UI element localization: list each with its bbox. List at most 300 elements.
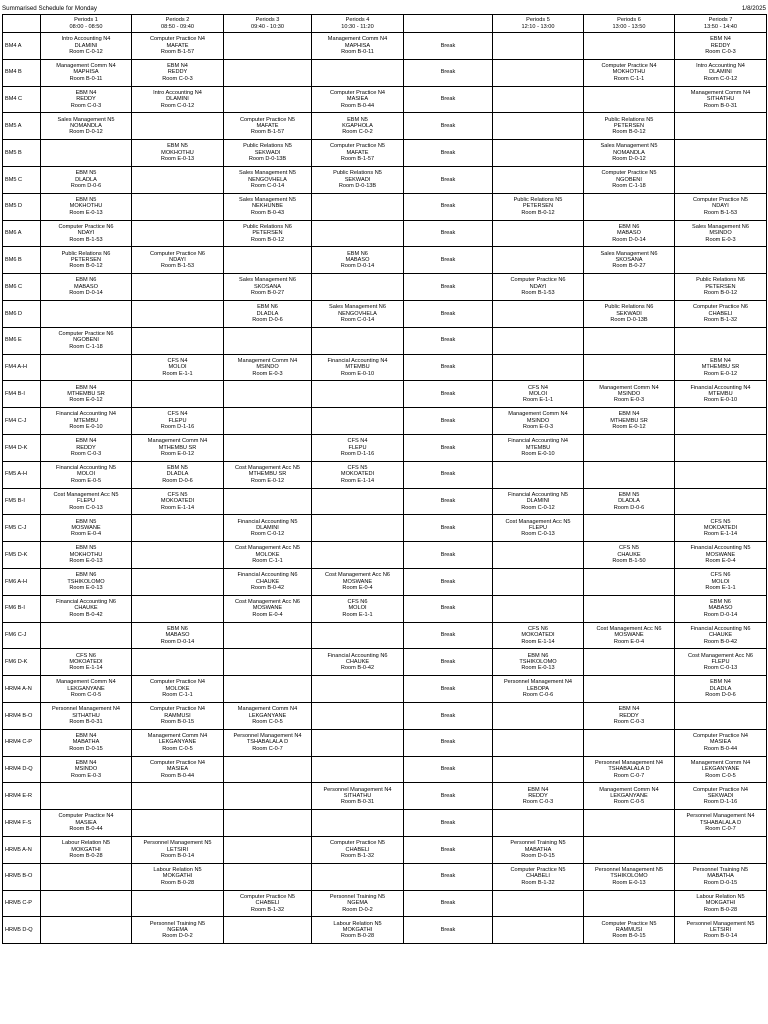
schedule-cell (493, 381, 584, 408)
class-label: FM6 A-H (3, 568, 41, 595)
cell-text: Room E-0-12 (250, 477, 285, 484)
class-label: BM5 C (3, 166, 41, 193)
cell-text: Personnel Training N5 (510, 840, 566, 847)
schedule-cell (224, 649, 312, 676)
cell-text: CFS N6 (347, 599, 368, 606)
schedule-cell (224, 247, 312, 274)
cell-text: MOSWANE (705, 551, 736, 558)
schedule-cell (312, 729, 404, 756)
cell-text: PETERSEN (70, 257, 102, 264)
cell-text: MTEMBU (73, 417, 99, 424)
cell-text: Room B-0-28 (703, 906, 738, 913)
cell-text: Break (440, 391, 456, 398)
table-row (3, 408, 767, 435)
schedule-cell (132, 59, 224, 86)
schedule-cell (493, 836, 584, 863)
cell-text: Room B-0-44 (703, 745, 738, 752)
class-label: HRM5 B-O (3, 863, 41, 890)
cell-text: LEKGANYANE (67, 685, 105, 692)
schedule-cell (132, 113, 224, 140)
table-row (3, 702, 767, 729)
cell-text: Room C-0-6 (522, 692, 554, 699)
table-row (3, 59, 767, 86)
schedule-cell (41, 542, 132, 569)
schedule-cell (41, 568, 132, 595)
break-cell (404, 488, 493, 515)
schedule-cell (493, 166, 584, 193)
cell-text: Room D-0-14 (612, 236, 646, 243)
table-row (3, 515, 767, 542)
cell-text: Room D-0-2 (342, 906, 373, 913)
schedule-cell (132, 917, 224, 944)
cell-text: Room E-0-12 (612, 424, 646, 431)
cell-text: Break (440, 819, 456, 826)
schedule-cell (224, 783, 312, 810)
cell-text: Public Relations N6 (243, 223, 292, 230)
cell-text: MTHEMBU SR (158, 444, 197, 451)
cell-text: Computer Practice N5 (329, 143, 386, 150)
schedule-cell (132, 193, 224, 220)
schedule-cell (675, 274, 767, 301)
schedule-cell (224, 381, 312, 408)
cell-text: Room B-0-15 (612, 933, 646, 940)
cell-text: Break (440, 712, 456, 719)
cell-text: Cost Management Acc N6 (688, 652, 753, 659)
table-row (3, 890, 767, 917)
schedule-cell (493, 729, 584, 756)
cell-text: CHABELI (255, 900, 280, 907)
cell-text: LEKGANYANE (701, 766, 740, 773)
cell-text: EBM N4 (618, 411, 640, 418)
cell-text: Computer Practice N6 (692, 304, 749, 311)
schedule-cell (584, 113, 675, 140)
cell-text: MSINDO (74, 766, 98, 773)
cell-text: Room C-0-12 (160, 102, 195, 109)
schedule-cell (41, 515, 132, 542)
schedule-cell (493, 783, 584, 810)
schedule-cell (493, 542, 584, 569)
schedule-cell (584, 702, 675, 729)
schedule-cell (584, 515, 675, 542)
schedule-cell (584, 408, 675, 435)
cell-text: Room D-1-16 (340, 451, 375, 458)
break-cell (404, 220, 493, 247)
class-label: BM6 C (3, 274, 41, 301)
cell-text: MTHEMBU SR (610, 417, 648, 424)
cell-text: NENGOVHELA (338, 310, 377, 317)
break-cell (404, 461, 493, 488)
cell-text: EBM N4 (75, 89, 97, 96)
cell-text: DLADLA (166, 471, 189, 478)
class-label: BM4 C (3, 86, 41, 113)
cell-text: Labour Relation N5 (153, 866, 202, 873)
schedule-cell (584, 327, 675, 354)
cell-text: NDAYI (712, 203, 729, 210)
schedule-cell (41, 488, 132, 515)
schedule-cell (312, 354, 404, 381)
schedule-cell (41, 676, 132, 703)
cell-text: Room E-0-13 (69, 209, 103, 216)
cell-text: Public Relations N6 (604, 304, 654, 311)
cell-text: Break (440, 605, 456, 612)
cell-text: Personnel Management N5 (686, 920, 755, 927)
cell-text: REDDY (528, 793, 548, 799)
cell-text: Room E-1-1 (342, 611, 373, 618)
schedule-cell (41, 408, 132, 435)
cell-text: Computer Practice N5 (329, 840, 386, 847)
cell-text: MOKOATEDI (703, 525, 738, 532)
cell-text: EBM N4 (710, 36, 731, 43)
schedule-cell (312, 461, 404, 488)
cell-text: Room B-1-32 (703, 317, 738, 324)
cell-text: Room C-1-1 (252, 558, 283, 565)
cell-text: DLADLA (618, 498, 640, 505)
schedule-cell (132, 595, 224, 622)
schedule-cell (675, 649, 767, 676)
cell-text: SEKWADI (344, 176, 371, 183)
cell-text: REDDY (710, 42, 731, 49)
table-row (3, 542, 767, 569)
cell-text: CFS N5 (167, 491, 188, 498)
schedule-cell (675, 863, 767, 890)
cell-text: EBM N6 (167, 625, 188, 632)
table-row (3, 140, 767, 167)
schedule-cell (41, 140, 132, 167)
cell-text: Management Comm N4 (690, 759, 751, 766)
period-name: Periods 5 (526, 17, 550, 24)
period-time: 08:00 - 08:50 (69, 23, 103, 30)
cell-text: Computer Practice N5 (510, 866, 566, 873)
schedule-cell (312, 863, 404, 890)
cell-text: RAMMUSI (615, 926, 643, 933)
schedule-cell (132, 166, 224, 193)
schedule-cell (675, 434, 767, 461)
break-cell (404, 729, 493, 756)
cell-text: MOLOI (76, 471, 96, 478)
cell-text: Room D-0-6 (252, 317, 283, 324)
cell-text: Break (440, 230, 456, 237)
cell-text: MOKHOTHU (612, 69, 646, 76)
cell-text: Room D-0-12 (69, 129, 103, 136)
cell-text: Management Comm N4 (147, 438, 208, 445)
cell-text: Room B-1-53 (521, 290, 555, 297)
cell-text: EBM N5 (75, 518, 97, 525)
cell-text: Computer Practice N4 (149, 759, 206, 766)
schedule-cell (312, 113, 404, 140)
schedule-cell (224, 33, 312, 60)
schedule-cell (132, 247, 224, 274)
cell-text: Room B-0-44 (69, 826, 103, 833)
cell-text: EBM N6 (75, 572, 97, 579)
break-cell (404, 247, 493, 274)
cell-text: Financial Accounting N4 (327, 357, 388, 364)
page-header (0, 0, 768, 14)
schedule-cell (675, 676, 767, 703)
cell-text: Sales Management N6 (239, 277, 296, 284)
schedule-cell (224, 595, 312, 622)
schedule-cell (132, 783, 224, 810)
schedule-cell (312, 890, 404, 917)
schedule-cell (312, 783, 404, 810)
cell-text: Room C-1-1 (613, 75, 645, 82)
cell-text: CHABELI (708, 310, 733, 317)
break-cell (404, 622, 493, 649)
schedule-cell (493, 193, 584, 220)
cell-text: Room C-0-7 (252, 745, 283, 752)
table-row (3, 756, 767, 783)
schedule-cell (224, 756, 312, 783)
cell-text: Computer Practice N6 (58, 331, 114, 338)
cell-text: CFS N4 (528, 384, 548, 391)
cell-text: MOLOI (168, 364, 187, 371)
period-time: 08:50 - 09:40 (161, 23, 194, 30)
class-label: BM5 A (3, 113, 41, 140)
break-cell (404, 327, 493, 354)
cell-text: Room D-0-15 (521, 853, 555, 859)
cell-text: Computer Practice N4 (149, 36, 206, 43)
break-cell (404, 381, 493, 408)
cell-text: MABASO (345, 257, 370, 264)
cell-text: SITHATHU (72, 712, 100, 719)
cell-text: Room B-0-44 (340, 102, 375, 109)
class-label: HRM4 B-O (3, 702, 41, 729)
cell-text: Personnel Management N4 (233, 733, 302, 739)
schedule-cell (584, 140, 675, 167)
schedule-cell (675, 408, 767, 435)
cell-text: Room E-0-13 (521, 665, 555, 672)
cell-text: Room D-0-2 (162, 933, 193, 940)
cell-text: Room C-0-5 (705, 772, 736, 779)
cell-text: PETERSEN (613, 123, 645, 130)
schedule-cell (224, 568, 312, 595)
cell-text: EBM N6 (710, 599, 731, 606)
cell-text: Sales Management N6 (692, 223, 749, 230)
cell-text: Management Comm N4 (237, 357, 298, 364)
class-label: BM5 B (3, 140, 41, 167)
table-row (3, 434, 767, 461)
cell-text: CHAUKE (255, 578, 280, 585)
schedule-cell (132, 622, 224, 649)
schedule-cell (675, 515, 767, 542)
cell-text: Computer Practice N6 (149, 250, 206, 257)
cell-text: MOKHOTHU (69, 203, 103, 210)
cell-text: DLAMINI (526, 498, 550, 505)
cell-text: Room C-0-13 (703, 665, 738, 672)
cell-text: DLADLA (256, 310, 279, 317)
schedule-cell (493, 140, 584, 167)
cell-text: CFS N6 (710, 572, 731, 579)
schedule-cell (41, 166, 132, 193)
cell-text: Room C-1-1 (162, 692, 193, 699)
class-label: HRM5 A-N (3, 836, 41, 863)
class-label: FM6 D-K (3, 649, 41, 676)
cell-text: MASIEA (709, 739, 732, 746)
schedule-cell (493, 863, 584, 890)
cell-text: Room E-1-14 (521, 638, 555, 645)
schedule-cell (41, 247, 132, 274)
schedule-cell (675, 166, 767, 193)
class-label: BM6 B (3, 247, 41, 274)
table-row (3, 836, 767, 863)
cell-text: Room E-1-14 (69, 665, 103, 672)
break-cell (404, 890, 493, 917)
schedule-cell (224, 300, 312, 327)
schedule-cell (584, 193, 675, 220)
schedule-cell (584, 354, 675, 381)
cell-text: Room C-0-12 (69, 49, 103, 56)
cell-text: Financial Accounting N4 (690, 384, 751, 391)
schedule-cell (132, 756, 224, 783)
cell-text: TSHABALALA D (608, 766, 650, 773)
schedule-cell (312, 86, 404, 113)
schedule-cell (41, 33, 132, 60)
schedule-cell (41, 783, 132, 810)
schedule-cell (675, 59, 767, 86)
break-cell (404, 434, 493, 461)
cell-text: TSHABALALA D (246, 739, 289, 746)
period-name: Periods 7 (708, 17, 733, 24)
schedule-cell (41, 86, 132, 113)
cell-text: Break (440, 176, 456, 183)
schedule-cell (584, 622, 675, 649)
cell-text: Room E-0-12 (703, 370, 738, 377)
table-row (3, 327, 767, 354)
cell-text: Room D-0-15 (69, 745, 103, 752)
schedule-cell (41, 595, 132, 622)
cell-text: Break (440, 96, 456, 103)
schedule-cell (493, 220, 584, 247)
cell-text: MTEMBU (525, 444, 551, 451)
schedule-cell (224, 140, 312, 167)
schedule-cell (493, 568, 584, 595)
cell-text: MASIEA (346, 96, 369, 103)
cell-text: Room E-0-12 (160, 451, 195, 458)
cell-text: Room C-0-5 (162, 745, 193, 752)
schedule-cell (584, 836, 675, 863)
cell-text: SEKWADI (616, 310, 642, 317)
class-label: FM5 A-H (3, 461, 41, 488)
table-row (3, 461, 767, 488)
schedule-cell (675, 568, 767, 595)
cell-text: FLEPU (348, 444, 367, 451)
cell-text: Room E-0-13 (612, 879, 646, 886)
schedule-cell (41, 810, 132, 837)
cell-text: Labour Relation N5 (61, 840, 111, 847)
schedule-cell (224, 408, 312, 435)
schedule-cell (132, 300, 224, 327)
cell-text: Room E-0-3 (705, 236, 736, 243)
cell-text: Computer Practice N4 (692, 733, 749, 739)
break-cell (404, 756, 493, 783)
schedule-cell (675, 381, 767, 408)
break-cell (404, 59, 493, 86)
schedule-cell (312, 488, 404, 515)
cell-text: Financial Accounting N5 (690, 545, 751, 552)
table-row (3, 622, 767, 649)
break-cell (404, 166, 493, 193)
schedule-cell (41, 649, 132, 676)
schedule-cell (224, 622, 312, 649)
period-time: 13:50 - 14:40 (704, 23, 737, 30)
cell-text: Personnel Management N5 (594, 866, 664, 873)
cell-text: MABASO (165, 632, 190, 639)
cell-text: EBM N5 (75, 170, 97, 177)
class-label: BM4 B (3, 59, 41, 86)
cell-text: Public Relations N5 (333, 170, 382, 177)
class-label: HRM5 C-P (3, 890, 41, 917)
table-row (3, 863, 767, 890)
table-row (3, 810, 767, 837)
period-name: Periods 2 (165, 17, 190, 24)
table-row (3, 568, 767, 595)
cell-text: MOKOATEDI (160, 498, 195, 505)
cell-text: Management Comm N4 (599, 384, 659, 391)
cell-text: LEKGANYANE (248, 712, 287, 719)
schedule-cell (41, 622, 132, 649)
cell-text: FLEPU (711, 659, 730, 666)
cell-text: MOKGATHI (705, 900, 736, 907)
cell-text: Room E-0-3 (70, 772, 102, 779)
cell-text: Break (440, 149, 456, 156)
cell-text: Room B-1-32 (250, 906, 285, 913)
schedule-cell (584, 917, 675, 944)
schedule-cell (584, 488, 675, 515)
table-row (3, 649, 767, 676)
cell-text: Break (440, 337, 456, 344)
cell-text: Room B-0-42 (250, 585, 285, 592)
cell-text: NOMANDLA (70, 123, 102, 130)
schedule-cell (312, 676, 404, 703)
cell-text: MTHEMBU SR (248, 471, 287, 478)
cell-text: Computer Practice N4 (329, 89, 386, 96)
schedule-cell (493, 622, 584, 649)
cell-text: Break (440, 578, 456, 585)
schedule-cell (493, 247, 584, 274)
cell-text: Room B-0-27 (612, 263, 646, 270)
schedule-cell (675, 917, 767, 944)
cell-text: Public Relations N6 (61, 250, 111, 257)
cell-text: SITHATHU (343, 793, 372, 799)
cell-text: Break (440, 685, 456, 692)
cell-text: EBM N4 (710, 679, 731, 686)
cell-text: Computer Practice N5 (239, 116, 296, 123)
class-label: FM6 B-I (3, 595, 41, 622)
cell-text: Public Relations N5 (513, 197, 563, 204)
schedule-cell (675, 300, 767, 327)
schedule-cell (224, 890, 312, 917)
schedule-cell (41, 274, 132, 301)
schedule-cell (312, 595, 404, 622)
cell-text: Labour Relation N5 (333, 920, 382, 927)
schedule-cell (584, 166, 675, 193)
schedule-cell (675, 836, 767, 863)
cell-text: Room B-0-11 (341, 49, 374, 56)
cell-text: Room C-0-5 (252, 719, 283, 726)
cell-text: CHAUKE (708, 632, 733, 639)
cell-text: Room B-1-50 (612, 558, 646, 565)
cell-text: LETSIRI (709, 926, 732, 933)
cell-text: Financial Accounting N5 (55, 465, 116, 472)
schedule-cell (312, 59, 404, 86)
cell-text: EBM N6 (257, 304, 278, 311)
cell-text: Room C-0-14 (250, 183, 285, 190)
cell-text: Break (440, 283, 456, 290)
class-label: HRM4 A-N (3, 676, 41, 703)
break-cell (404, 863, 493, 890)
schedule-cell (132, 381, 224, 408)
cell-text: Room E-0-13 (69, 558, 103, 565)
cell-text: Room E-0-10 (340, 370, 375, 377)
